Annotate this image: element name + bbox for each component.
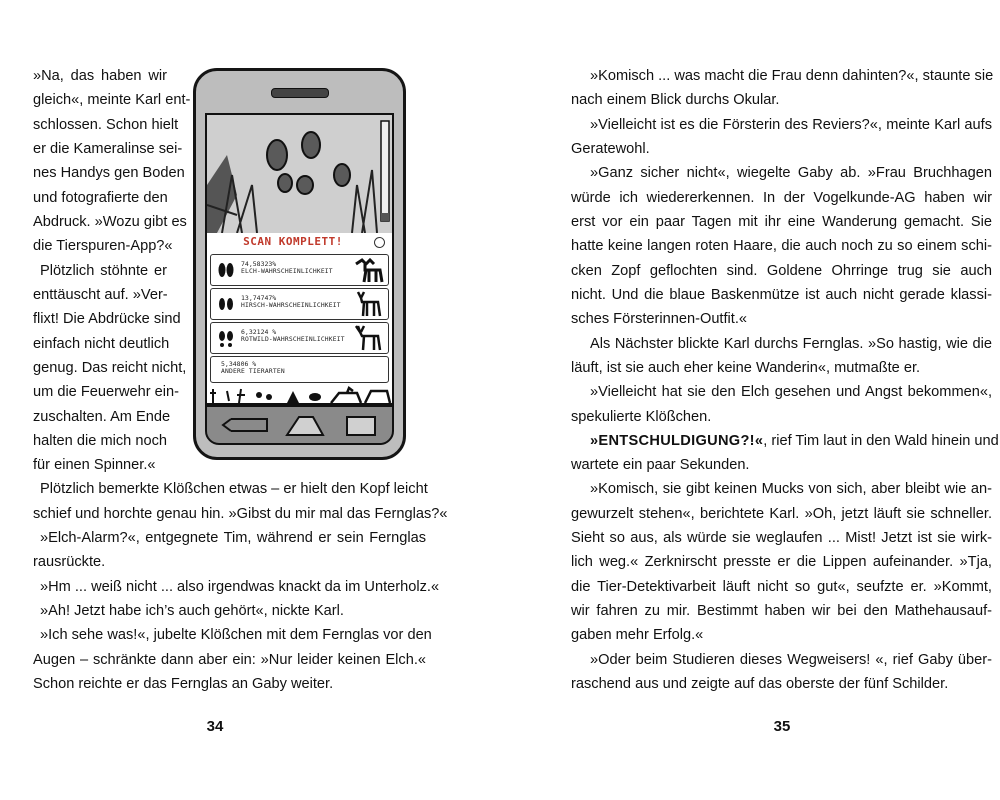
text-line: »Komisch ... was macht die Frau denn dahinten?«, staunte sie [590, 68, 994, 84]
text-line: hatte keine langen roten Haare, die auch noch zu so einem schi- [571, 238, 992, 254]
text-line: und fotografierte den [33, 190, 168, 206]
text-line: Als Nächster blickte Karl durchs Fernglas. »So hastig, wie die [590, 336, 992, 352]
text-line: flixt! Die Abdrücke sind [33, 311, 181, 327]
text-line: er die Kameralinse sei- [33, 141, 183, 157]
page-number-right: 35 [773, 718, 791, 735]
phone-screen [205, 113, 394, 405]
footprint-icon [215, 259, 237, 281]
text-line: Augen – schränkte dann aber ein: »Nur leider keinen Elch.« [33, 652, 426, 668]
text-line: um die Feuerwehr ein- [33, 384, 180, 400]
text-line: wartete ein paar Sekunden. [571, 457, 750, 473]
text-line: »Oder beim Studieren dieses Wegweisers! «, rief Gaby über- [590, 652, 992, 668]
text-line: gaben mehr Erfolg.« [571, 627, 704, 643]
scan-complete-title: SCAN KOMPLETT! [243, 235, 343, 248]
text-line: nes Handys gen Boden [33, 165, 185, 181]
text-line: sches Försterinnen-Outfit.« [571, 311, 748, 327]
footprint-photo [207, 115, 392, 233]
status-circle-icon [374, 237, 385, 248]
back-icon [223, 419, 267, 431]
text-line: nicht. Und die blaue Baskenmütze ist auch nicht gerade klassi- [571, 287, 992, 303]
text-line: schlossen. Schon hielt [33, 117, 179, 133]
text-line: »Na, das haben wir [33, 68, 167, 84]
phone-illustration [193, 68, 406, 460]
text-line: Plötzlich bemerkte Klößchen etwas – er hielt den Kopf leicht [40, 481, 428, 497]
footprint [267, 140, 287, 170]
text-line: cken Zopf geflochten sind. Goldene Ohrringe trug sie auch [571, 263, 992, 279]
result-row-red-deer [210, 322, 389, 354]
text-line: spekulierte Klößchen. [571, 409, 712, 425]
result-percent: 5,34806 % [221, 360, 257, 368]
text-line: genug. Das reicht nicht, [33, 360, 187, 376]
result-label: ANDERE TIERARTEN [221, 368, 285, 375]
footprint-icon [215, 327, 237, 349]
text-line: »Ganz sicher nicht«, wiegelte Gaby ab. »Frau Bruchhagen [590, 165, 992, 181]
footprint-icon [215, 293, 237, 315]
text-line: würde ich wiedererkennen. In der Vogelkunde-AG haben wir [571, 190, 992, 206]
result-label: ELCH-WAHRSCHEINLICHKEIT [241, 268, 333, 275]
text-line: raschend aus und zeigte auf das oberste der fünf Schilder. [571, 676, 949, 692]
home-icon [287, 417, 323, 435]
text-line: gleich«, meinte Karl ent- [33, 92, 191, 108]
text-line: die Tier-Detektivarbeit läuft nicht so gut«, seufzte er. »Kommt, [571, 579, 992, 595]
result-label: ROTWILD-WAHRSCHEINLICHKEIT [241, 336, 345, 343]
text-line: »Hm ... weiß nicht ... also irgendwas knackt da im Unterholz.« [40, 579, 440, 595]
text-line: »Vielleicht ist es die Försterin des Reviers?«, meinte Karl aufs [590, 117, 992, 133]
deer-icon [352, 290, 386, 318]
text-line: schief und horchte genau hin. »Gibst du mir mal das Fernglas?« [33, 506, 448, 522]
text-line: nach einem Blick durchs Okular. [571, 92, 780, 108]
text-line: »Elch-Alarm?«, entgegnete Tim, während er sein Fernglas [40, 530, 426, 546]
right-page [500, 0, 1000, 800]
text-line: für einen Spinner.« [33, 457, 156, 473]
text-line: »Vielleicht hat sie den Elch gesehen und Angst bekommen«, [590, 384, 992, 400]
text-line: Plötzlich stöhnte er [40, 263, 167, 279]
result-percent: 6,32124 % [241, 328, 277, 336]
shout-word: »ENTSCHULDIGUNG?!« [590, 433, 764, 449]
text-line: lich weg.« Zerknirscht presste er die Lippen aufeinander. »Tja, [571, 554, 992, 570]
text-line: enttäuscht auf. »Ver- [33, 287, 168, 303]
result-row-other [210, 356, 389, 383]
result-label: HIRSCH-WAHRSCHEINLICHKEIT [241, 302, 341, 309]
recent-apps-icon [347, 417, 375, 435]
text-line: Schon reichte er das Fernglas an Gaby weiter. [33, 676, 334, 692]
footprint [278, 174, 292, 192]
text-line: »Ich sehe was!«, jubelte Klößchen mit dem Fernglas vor den [40, 627, 432, 643]
scan-progress-bar [381, 121, 389, 221]
text-line: »Ah! Jetzt habe ich’s auch gehört«, nickte Karl. [40, 603, 344, 619]
text-line: einfach nicht deutlich [33, 336, 170, 352]
result-row-deer [210, 288, 389, 320]
footprint [302, 132, 320, 158]
result-percent: 74,58323% [241, 260, 277, 268]
text-line-shout: »ENTSCHULDIGUNG?!«, rief Tim laut in den Wald hinein und [590, 433, 999, 449]
phone-nav-bar [205, 405, 394, 445]
page-number-left: 34 [206, 718, 224, 735]
text-line: rausrückte. [33, 554, 106, 570]
text-line: »Komisch, sie gibt keinen Mucks von sich, aber bleibt wie an- [590, 481, 992, 497]
moose-icon [352, 256, 386, 284]
text-line: Abdruck. »Wozu gibt es [33, 214, 187, 230]
result-row-moose [210, 254, 389, 286]
text-line: erst vor ein paar Tagen mit ihr eine Wanderung gemacht. Sie [571, 214, 992, 230]
footprint [334, 164, 350, 186]
text-line: gewurzelt stehen«, berichtete Karl. »Oh, jetzt läuft sie schneller. [571, 506, 992, 522]
text-line: Sieht so aus, als würde sie weglaufen ... Mist! Jetzt ist sie wirk- [571, 530, 992, 546]
text-line: Geratewohl. [571, 141, 650, 157]
animals-icon [207, 385, 392, 405]
text-line: läuft, ist sie auch eher keine Wanderin«, mutmaßte er. [571, 360, 921, 376]
text-line: wir fahren zu mir. Bestimmt haben wir bei den Mathehausauf- [571, 603, 992, 619]
red-deer-icon [352, 324, 386, 352]
result-percent: 13,74747% [241, 294, 277, 302]
phone-speaker [271, 88, 329, 98]
text-line: die Tierspuren-App?« [33, 238, 173, 254]
text-line: zuschalten. Am Ende [33, 409, 171, 425]
footprint [297, 176, 313, 194]
text-line: halten die mich noch [33, 433, 167, 449]
